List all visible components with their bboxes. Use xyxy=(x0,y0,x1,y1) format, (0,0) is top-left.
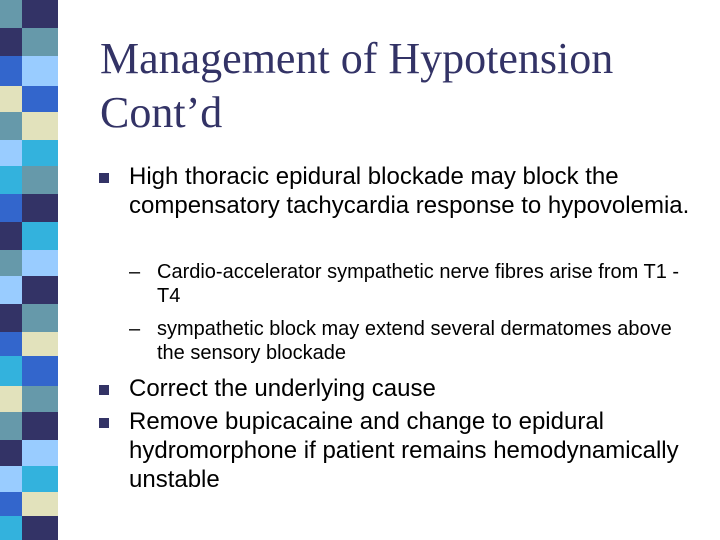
sub-bullet-text: Cardio-accelerator sympathetic nerve fibres arise from T1 - T4 xyxy=(157,261,680,307)
decorative-stripe xyxy=(0,56,22,86)
decorative-stripe xyxy=(0,386,22,412)
decorative-stripe xyxy=(22,56,58,86)
decorative-stripe xyxy=(0,492,22,516)
decorative-stripe xyxy=(22,466,58,492)
decorative-stripe xyxy=(0,466,22,492)
decorative-stripe xyxy=(0,356,22,386)
sub-bullet-text: sympathetic block may extend several dermatomes above the sensory blockade xyxy=(157,318,672,364)
decorative-stripe xyxy=(22,386,58,412)
slide-title-line-1: Management of Hypotension xyxy=(100,34,614,83)
decorative-stripe xyxy=(22,112,58,140)
bullet-item-text: Remove bupicacaine and change to epidural hydromorphone if patient remains hemodynamically unstable xyxy=(129,408,679,493)
decorative-stripe xyxy=(0,332,22,356)
sub-bullet-dash: – xyxy=(129,318,141,340)
decorative-stripe xyxy=(22,28,58,56)
decorative-stripe xyxy=(0,28,22,56)
decorative-stripe xyxy=(22,440,58,466)
decorative-stripe xyxy=(0,0,22,28)
bullet-item-text: Correct the underlying cause xyxy=(129,375,436,402)
decorative-stripe xyxy=(0,250,22,276)
decorative-stripe xyxy=(22,356,58,386)
decorative-stripe xyxy=(22,492,58,516)
decorative-stripe xyxy=(22,194,58,222)
decorative-stripe xyxy=(22,332,58,356)
decorative-stripe xyxy=(22,166,58,194)
decorative-stripe xyxy=(22,412,58,440)
decorative-stripe xyxy=(22,140,58,166)
slide-title xyxy=(100,32,700,140)
decorative-stripe-column xyxy=(0,0,66,540)
square-bullet-icon xyxy=(99,173,109,183)
decorative-stripe xyxy=(22,276,58,304)
decorative-stripe xyxy=(0,222,22,250)
bullet-item-text: High thoracic epidural blockade may block the compensatory tachycardia response to hypovolemia. xyxy=(129,163,690,219)
slide-title-line-2: Cont’d xyxy=(100,88,223,137)
decorative-stripe xyxy=(22,222,58,250)
decorative-stripe xyxy=(0,86,22,112)
square-bullet-icon xyxy=(99,385,109,395)
sub-bullet-dash: – xyxy=(129,261,141,283)
decorative-stripe xyxy=(0,194,22,222)
decorative-stripe xyxy=(0,276,22,304)
decorative-stripe xyxy=(0,440,22,466)
decorative-stripe xyxy=(0,516,22,540)
decorative-stripe xyxy=(0,412,22,440)
square-bullet-icon xyxy=(99,418,109,428)
decorative-stripe xyxy=(22,304,58,332)
decorative-stripe xyxy=(22,86,58,112)
decorative-stripe xyxy=(0,140,22,166)
decorative-stripe xyxy=(0,166,22,194)
decorative-stripe xyxy=(22,250,58,276)
decorative-stripe xyxy=(0,304,22,332)
decorative-stripe xyxy=(22,516,58,540)
decorative-stripe xyxy=(22,0,58,28)
decorative-stripe xyxy=(0,112,22,140)
